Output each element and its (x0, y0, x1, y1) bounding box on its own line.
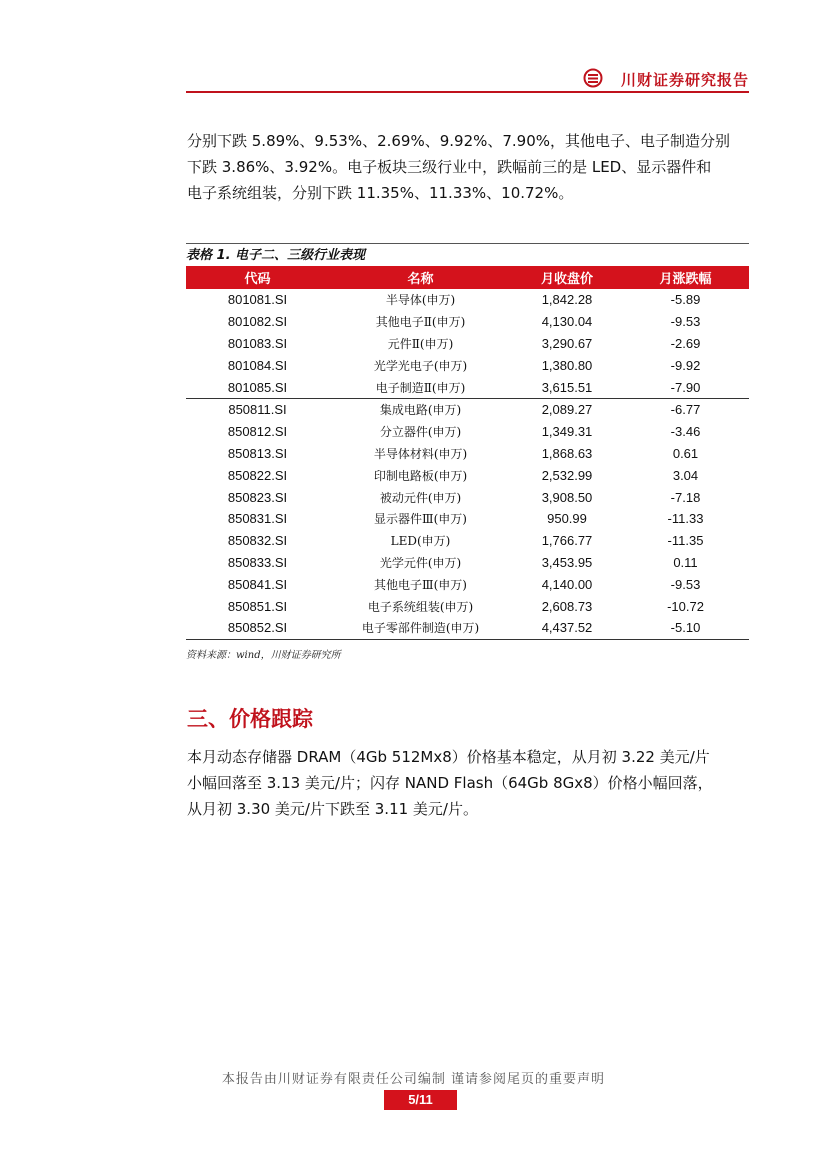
cell-name: 其他电子Ⅲ(申万) (374, 577, 467, 592)
cell-code: 850841.SI (227, 576, 288, 592)
cell-close: 1,868.63 (541, 445, 593, 461)
table-row (186, 443, 749, 465)
table-row (186, 552, 749, 574)
section-title: 三、价格跟踪 (187, 706, 313, 731)
price-line-3: 从月初 3.30 美元/片下跌至 3.11 美元/片。 (187, 800, 478, 818)
cell-name: 分立器件(申万) (379, 425, 462, 440)
cell-change: -7.18 (670, 489, 701, 505)
cell-code: 850831.SI (227, 511, 288, 527)
cell-change: -11.35 (667, 533, 704, 549)
table-row (186, 421, 749, 443)
table-row (186, 595, 749, 617)
intro-paragraph (187, 128, 752, 206)
industry-table-block (186, 243, 749, 661)
brand-logo-icon (583, 68, 603, 88)
cell-change: -10.72 (667, 598, 704, 614)
cell-change: 3.04 (672, 467, 699, 483)
cell-close: 3,615.51 (541, 379, 593, 395)
cell-name: 显示器件Ⅲ(申万) (374, 512, 467, 527)
price-line-1: 本月动态存储器 DRAM（4Gb 512Mx8）价格基本稳定，从月初 3.22 美元/片 (187, 748, 710, 766)
cell-close: 2,089.27 (512, 398, 622, 420)
cell-close: 4,140.00 (541, 576, 593, 592)
report-header (186, 62, 749, 94)
brand-title: 川财证券研究报告 (620, 71, 749, 89)
table-row (186, 289, 749, 311)
table-row (186, 311, 749, 333)
table-row (186, 508, 749, 530)
cell-change: -3.46 (670, 424, 701, 440)
cell-change: -5.10 (670, 620, 701, 636)
table-row (186, 376, 749, 398)
cell-close: 1,766.77 (541, 533, 593, 549)
cell-name: 元件Ⅱ(申万) (387, 336, 454, 351)
cell-code: 801085.SI (227, 379, 288, 395)
cell-code: 850812.SI (227, 424, 288, 440)
cell-code: 850823.SI (227, 489, 288, 505)
cell-close: 1,349.31 (541, 424, 593, 440)
table-bottom-rule (186, 639, 749, 640)
cell-name: 集成电路(申万) (329, 398, 512, 420)
price-line-2: 小幅回落至 3.13 美元/片；闪存 NAND Flash（64Gb 8Gx8）价格小幅回落， (187, 774, 713, 792)
cell-code: 850851.SI (227, 598, 288, 614)
cell-name: 光学光电子(申万) (373, 358, 468, 373)
cell-close: 1,380.80 (541, 357, 593, 373)
cell-code: 850811.SI (186, 398, 329, 420)
table-row (186, 398, 749, 420)
industry-performance-table (186, 266, 749, 639)
intro-line-3: 电子系统组装，分别下跌 11.35%、11.33%、10.72%。 (187, 184, 574, 202)
cell-name: LED(申万) (390, 534, 451, 549)
cell-close: 2,532.99 (541, 467, 593, 483)
page-number: 5/11 (384, 1090, 457, 1110)
cell-name: 电子系统组装(申万) (367, 599, 474, 614)
table-row (186, 354, 749, 376)
table-row (186, 617, 749, 639)
intro-line-1: 分别下跌 5.89%、9.53%、2.69%、9.92%、7.90%，其他电子、电子制造分别 (187, 132, 731, 150)
cell-change: -11.33 (667, 511, 704, 527)
cell-code: 850822.SI (227, 467, 288, 483)
col-header-close: 月收盘价 (512, 266, 622, 289)
cell-change: -5.89 (670, 292, 701, 308)
cell-name: 被动元件(申万) (379, 490, 462, 505)
cell-name: 印制电路板(申万) (373, 468, 468, 483)
table-row (186, 573, 749, 595)
cell-change: -9.53 (670, 576, 701, 592)
cell-name: 半导体材料(申万) (373, 446, 468, 461)
cell-name: 其他电子Ⅱ(申万) (375, 315, 466, 330)
cell-change: -7.90 (670, 379, 701, 395)
cell-code: 801083.SI (227, 335, 288, 351)
cell-code: 850833.SI (227, 554, 288, 570)
cell-close: 4,130.04 (541, 314, 593, 330)
cell-code: 850813.SI (227, 445, 288, 461)
table-source: 资料来源：wind，川财证券研究所 (186, 649, 341, 661)
cell-close: 950.99 (547, 511, 587, 527)
cell-change: -9.53 (670, 314, 701, 330)
table-row (186, 464, 749, 486)
table-row (186, 333, 749, 355)
cell-change: -9.92 (670, 357, 701, 373)
cell-close: 4,437.52 (541, 620, 593, 636)
table-row (186, 486, 749, 508)
col-header-name: 名称 (329, 266, 512, 289)
cell-code: 850852.SI (227, 620, 288, 636)
cell-change: -2.69 (670, 335, 701, 351)
table-title: 表格 1. 电子二、三级行业表现 (186, 248, 366, 263)
cell-close: 1,842.28 (541, 292, 593, 308)
cell-code: 801082.SI (227, 314, 288, 330)
cell-close: 3,290.67 (541, 335, 593, 351)
cell-code: 801084.SI (227, 357, 288, 373)
intro-line-2: 下跌 3.86%、3.92%。电子板块三级行业中，跌幅前三的是 LED、显示器件和 (187, 158, 712, 176)
cell-change: 0.61 (672, 445, 699, 461)
cell-name: 电子制造Ⅱ(申万) (375, 380, 466, 395)
cell-change: 0.11 (673, 554, 698, 570)
price-paragraph (187, 744, 752, 822)
cell-name: 电子零部件制造(申万) (361, 621, 480, 636)
cell-close: 3,908.50 (541, 489, 593, 505)
cell-code: 801081.SI (227, 292, 288, 308)
footer-disclaimer: 本报告由川财证券有限责任公司编制 谨请参阅尾页的重要声明 (221, 1072, 606, 1087)
cell-change: -6.77 (622, 398, 749, 420)
table-row (186, 530, 749, 552)
col-header-change: 月涨跌幅 (622, 266, 749, 289)
cell-name: 光学元件(申万) (379, 555, 462, 570)
cell-name: 半导体(申万) (385, 293, 456, 308)
header-rule (186, 91, 749, 93)
table-header-row (186, 266, 749, 289)
col-header-code: 代码 (186, 266, 329, 289)
cell-code: 850832.SI (227, 533, 288, 549)
cell-close: 2,608.73 (541, 598, 593, 614)
cell-close: 3,453.95 (541, 554, 593, 570)
